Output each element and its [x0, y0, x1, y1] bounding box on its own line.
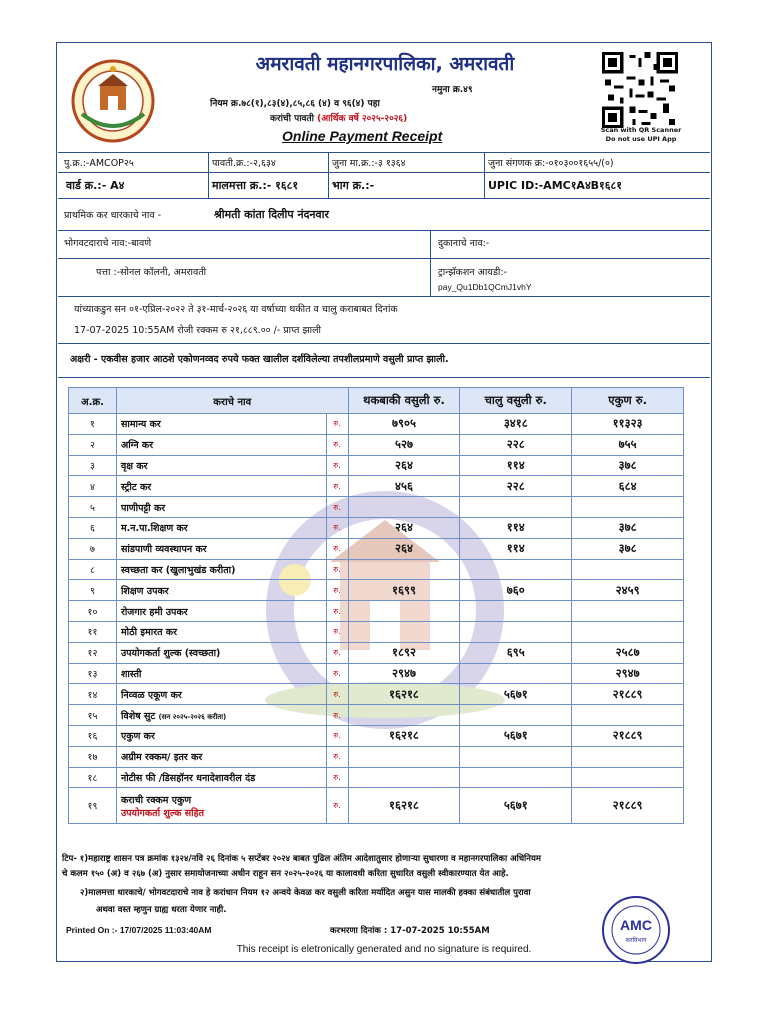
amount-in-words: अक्षरी - एकवीस हजार आठशे एकोणनव्वद रुपये फक्त खालील दर्शविलेल्या तपशीलप्रमाणे वसुली प्राप्त झाली.: [70, 354, 449, 365]
currency-label: रु.: [326, 476, 348, 497]
tax-name-label: सामान्य कर: [120, 419, 161, 431]
owner-name: श्रीमती कांता दिलीप नंदनवार: [214, 208, 329, 221]
row-current: ७६०: [460, 580, 572, 601]
tax-name-label: रोजगार हमी उपकर: [120, 606, 188, 618]
note-1a: टिप- १)महाराष्ट्र शासन पत्र क्रमांक १३२४/नवि २६ दिनांक ५ सप्टेंबर २०२४ बाबत पुढिल अंतिम आदेशातुसार होणाऱ्या सुधारणा व महानगरपालिका अधिनियम: [62, 854, 541, 864]
tax-name-label: शिक्षण उपकर: [120, 585, 169, 597]
table-row: [69, 538, 684, 559]
currency-label: रु.: [326, 414, 348, 435]
divider: [58, 258, 710, 259]
row-total: [572, 497, 684, 518]
row-total: ११३२३: [572, 414, 684, 435]
currency-label: रु.: [326, 684, 348, 705]
property-number: मालमत्ता क्र.:- १६८१: [212, 179, 299, 192]
period-text-2: 17-07-2025 10:55AM रोजी रक्कम रु २१,८८९.०० /- प्राप्त झाली: [74, 325, 322, 336]
row-sr: १२: [69, 642, 117, 663]
tax-name-label: स्ट्रीट कर: [120, 481, 152, 493]
row-tax-name: [116, 601, 326, 622]
row-arrears: २६४: [348, 455, 460, 476]
occupant-name: भोगवटदाराचे नाव:-बावणे: [64, 238, 152, 249]
divider: [208, 152, 209, 198]
owner-label: प्राथमिक कर धारकाचे नाव -: [64, 210, 162, 221]
col-arrears: थकबाकी वसुली रु.: [348, 388, 460, 414]
row-current: २२८: [460, 434, 572, 455]
row-total: ३७८: [572, 455, 684, 476]
row-current: ६९५: [460, 642, 572, 663]
tax-name-label: एकुण कर: [120, 731, 155, 743]
currency-label: रु.: [326, 767, 348, 788]
row-current: [460, 559, 572, 580]
disclaimer: This receipt is eletronically generated and no signature is required.: [236, 944, 532, 955]
ward-number: वार्ड क्र.:- A४: [66, 179, 125, 192]
row-current: ५६७१: [460, 788, 572, 824]
row-current: २२८: [460, 476, 572, 497]
amc-seal-icon: [600, 894, 672, 966]
row-total: [572, 767, 684, 788]
currency-label: रु.: [326, 497, 348, 518]
row-sr: ११: [69, 621, 117, 642]
row-current: [460, 663, 572, 684]
row-sr: १: [69, 414, 117, 435]
row-total: २१८८९: [572, 725, 684, 746]
row-tax-name: [116, 559, 326, 580]
row-current: [460, 601, 572, 622]
currency-label: रु.: [326, 642, 348, 663]
divider: [58, 296, 710, 297]
part-number: भाग क्र.:-: [332, 179, 375, 192]
col-total: एकुण रु.: [572, 388, 684, 414]
row-total: २९४७: [572, 663, 684, 684]
old-computer-number: जुना संगणक क्र:-०१०३००१६५५/(०): [488, 158, 614, 169]
row-current: [460, 621, 572, 642]
transaction-id: pay_Qu1Db1QCmJ1vhY: [438, 282, 532, 292]
row-sr: १४: [69, 684, 117, 705]
shop-name: दुकानाचे नाव:-: [438, 238, 490, 249]
row-tax-name: [116, 497, 326, 518]
row-arrears: [348, 497, 460, 518]
row-tax-name: [116, 476, 326, 497]
row-arrears: १६२१८: [348, 684, 460, 705]
row-tax-name: [116, 621, 326, 642]
currency-label: रु.: [326, 517, 348, 538]
row-tax-name: [116, 663, 326, 684]
currency-label: रु.: [326, 434, 348, 455]
row-total: ३७८: [572, 517, 684, 538]
rule-reference: नियम क्र.७८(१),८३(४),८५,८६ (४) व ९६(४) पहा: [210, 99, 380, 109]
row-tax-name: [116, 788, 326, 824]
row-current: ११४: [460, 517, 572, 538]
currency-label: रु.: [326, 705, 348, 726]
divider: [58, 172, 710, 173]
payment-date: करभरणा दिनांक : 17-07-2025 10:55AM: [330, 926, 490, 936]
page-title: अमरावती महानगरपालिका, अमरावती: [255, 53, 515, 75]
row-total: २१८८९: [572, 684, 684, 705]
tax-name-label: शास्ती: [120, 668, 142, 680]
table-row: [69, 559, 684, 580]
row-tax-name: [116, 538, 326, 559]
qr-caption: Scan with QR Scanner Do not use UPI App: [600, 126, 682, 143]
row-current: ३४१८: [460, 414, 572, 435]
tax-name-label: स्वच्छता कर (खुलाभुखंड करीता): [120, 564, 236, 576]
row-total: २४५९: [572, 580, 684, 601]
row-sr: ७: [69, 538, 117, 559]
currency-label: रु.: [326, 725, 348, 746]
row-tax-name: [116, 434, 326, 455]
row-arrears: २६४: [348, 538, 460, 559]
tax-name-sub: उपयोगकर्ता शुल्क सहित: [120, 807, 205, 819]
row-tax-name: [116, 580, 326, 601]
col-current: चालु वसुली रु.: [460, 388, 572, 414]
row-total: ३७८: [572, 538, 684, 559]
printed-on: Printed On :- 17/07/2025 11:03:40AM: [66, 925, 212, 935]
divider: [430, 230, 431, 296]
note-2a: २)मालमत्ता धारकाचे/ भोगवटदाराचे नाव हे करांधान नियम १२ अन्वये केवळ कर वसुली करिता मर्यादित असुन यास मालकी हक्का संबंधातील पुरावा: [80, 888, 531, 898]
svg-text:AMC: AMC: [620, 917, 652, 933]
row-tax-name: [116, 684, 326, 705]
divider: [328, 152, 329, 198]
table-row: [69, 517, 684, 538]
tax-name-label: विशेष सुट: [120, 710, 156, 722]
table-row: [69, 746, 684, 767]
row-total: [572, 705, 684, 726]
row-arrears: [348, 621, 460, 642]
tax-name-label: सांडपाणी व्यवस्थापन कर: [120, 544, 207, 556]
row-tax-name: [116, 455, 326, 476]
divider: [58, 152, 710, 153]
row-current: ११४: [460, 455, 572, 476]
table-row: [69, 580, 684, 601]
tax-year: करांची पावती (आर्थिक वर्षे २०२५-२०२६): [270, 114, 408, 124]
transaction-label: ट्रान्झॅकशन आयडी:-: [438, 267, 507, 278]
row-current: [460, 705, 572, 726]
row-sr: १३: [69, 663, 117, 684]
row-sr: १९: [69, 788, 117, 824]
row-current: [460, 746, 572, 767]
svg-text:करविभाग: करविभाग: [625, 937, 647, 944]
col-tax-name: कराचे नाव: [116, 388, 348, 414]
tax-name-label: उपयोगकर्ता शुल्क (स्वच्छता): [120, 648, 221, 660]
tax-name-label: नोटीस फी /डिसहॉनर धनादेशावरील दंड: [120, 772, 256, 784]
row-arrears: [348, 746, 460, 767]
tax-name-label: अग्नि कर: [120, 440, 154, 452]
table-row: [69, 601, 684, 622]
currency-label: रु.: [326, 621, 348, 642]
row-arrears: १८९२: [348, 642, 460, 663]
tax-name-label: वृक्ष कर: [120, 460, 148, 472]
row-total: [572, 621, 684, 642]
row-arrears: ७९०५: [348, 414, 460, 435]
table-row: [69, 642, 684, 663]
tax-table: [68, 387, 684, 824]
upic-id: UPIC ID:-AMC१A४B१६८१: [488, 179, 622, 192]
table-row: [69, 621, 684, 642]
row-arrears: २९४७: [348, 663, 460, 684]
table-header-row: [69, 388, 684, 414]
table-row: [69, 767, 684, 788]
old-property-number: जुना मा.क्र.:-३ १३६४: [332, 158, 406, 169]
table-row: [69, 725, 684, 746]
currency-label: रु.: [326, 788, 348, 824]
row-arrears: ४५६: [348, 476, 460, 497]
table-row: [69, 497, 684, 518]
row-sr: ४: [69, 476, 117, 497]
row-current: ५६७१: [460, 725, 572, 746]
row-sr: २: [69, 434, 117, 455]
receipt-subtitle: Online Payment Receipt: [282, 128, 443, 144]
row-sr: ६: [69, 517, 117, 538]
row-total: [572, 559, 684, 580]
tax-name-label: निव्वळ एकूण कर: [120, 689, 182, 701]
pu-kr: पु.क्र.:-AMCOP२५: [64, 158, 134, 169]
tax-name-label: अग्रीम रक्कम/ इतर कर: [120, 752, 203, 764]
row-total: [572, 601, 684, 622]
col-sr: अ.क्र.: [69, 388, 117, 414]
divider: [58, 198, 710, 199]
currency-label: रु.: [326, 663, 348, 684]
row-total: २५८७: [572, 642, 684, 663]
currency-label: रु.: [326, 746, 348, 767]
row-sr: १५: [69, 705, 117, 726]
qr-code-icon: [600, 52, 680, 128]
table-row: [69, 434, 684, 455]
currency-label: रु.: [326, 559, 348, 580]
row-arrears: २६४: [348, 517, 460, 538]
row-current: ११४: [460, 538, 572, 559]
row-sr: १७: [69, 746, 117, 767]
row-arrears: [348, 767, 460, 788]
row-total: २१८८९: [572, 788, 684, 824]
row-arrears: ५२७: [348, 434, 460, 455]
address: पत्ता :-सोनल कॉलनी, अमरावती: [96, 267, 207, 278]
tax-name-label: कराची रक्कम एकुण: [120, 794, 192, 806]
row-total: ७५५: [572, 434, 684, 455]
table-row: [69, 663, 684, 684]
amc-logo-icon: [70, 58, 156, 144]
table-row: [69, 476, 684, 497]
table-row: [69, 414, 684, 435]
table-row: [69, 684, 684, 705]
row-arrears: १६९९: [348, 580, 460, 601]
period-text: यांच्याकडुन सन ०१-एप्रिल-२०२२ ते ३१-मार्च-२०२६ या वर्षाच्या थकीत व चालु कराबाबत दिनांक: [74, 304, 398, 315]
row-sr: ३: [69, 455, 117, 476]
row-arrears: [348, 705, 460, 726]
pavati-number: पावती.क्र.:-२,६३४: [212, 158, 276, 169]
note-2b: अथवा वस्त म्हणुन ग्राह्य धरता येणार नाही.: [96, 905, 227, 915]
tax-name-label: पाणीपट्टी कर: [120, 502, 166, 514]
currency-label: रु.: [326, 455, 348, 476]
row-tax-name: [116, 642, 326, 663]
divider: [58, 377, 710, 378]
tax-name-note: (सन २०२५-२०२६ करीता): [158, 712, 227, 721]
table-row: [69, 788, 684, 824]
row-arrears: [348, 559, 460, 580]
row-total: ६८४: [572, 476, 684, 497]
row-total: [572, 746, 684, 767]
row-current: [460, 767, 572, 788]
row-arrears: १६२१८: [348, 725, 460, 746]
currency-label: रु.: [326, 580, 348, 601]
form-number: नमुना क्र.४९: [432, 85, 473, 95]
divider: [58, 230, 710, 231]
row-tax-name: [116, 725, 326, 746]
table-row: [69, 455, 684, 476]
row-current: [460, 497, 572, 518]
row-sr: १८: [69, 767, 117, 788]
divider: [58, 343, 710, 344]
row-sr: ९: [69, 580, 117, 601]
row-sr: १०: [69, 601, 117, 622]
divider: [484, 152, 485, 198]
tax-name-label: मोठी इमारत कर: [120, 627, 177, 639]
currency-label: रु.: [326, 538, 348, 559]
row-tax-name: [116, 517, 326, 538]
currency-label: रु.: [326, 601, 348, 622]
row-tax-name: [116, 767, 326, 788]
tax-name-label: म.न.पा.शिक्षण कर: [120, 523, 188, 535]
row-tax-name: [116, 705, 326, 726]
row-sr: १६: [69, 725, 117, 746]
row-tax-name: [116, 414, 326, 435]
row-sr: ५: [69, 497, 117, 518]
row-arrears: १६२१८: [348, 788, 460, 824]
row-sr: ८: [69, 559, 117, 580]
row-current: ५६७१: [460, 684, 572, 705]
row-arrears: [348, 601, 460, 622]
row-tax-name: [116, 746, 326, 767]
table-row: [69, 705, 684, 726]
note-1b: चे कलम १५० (अ) व २६७ (अ) नुसार समायोजनाच्या अधीन राहून सन २०२५-२०२६ या कालावधी करिता सुधारित वसुली स्वीकारण्यात येत आहे.: [62, 869, 509, 879]
